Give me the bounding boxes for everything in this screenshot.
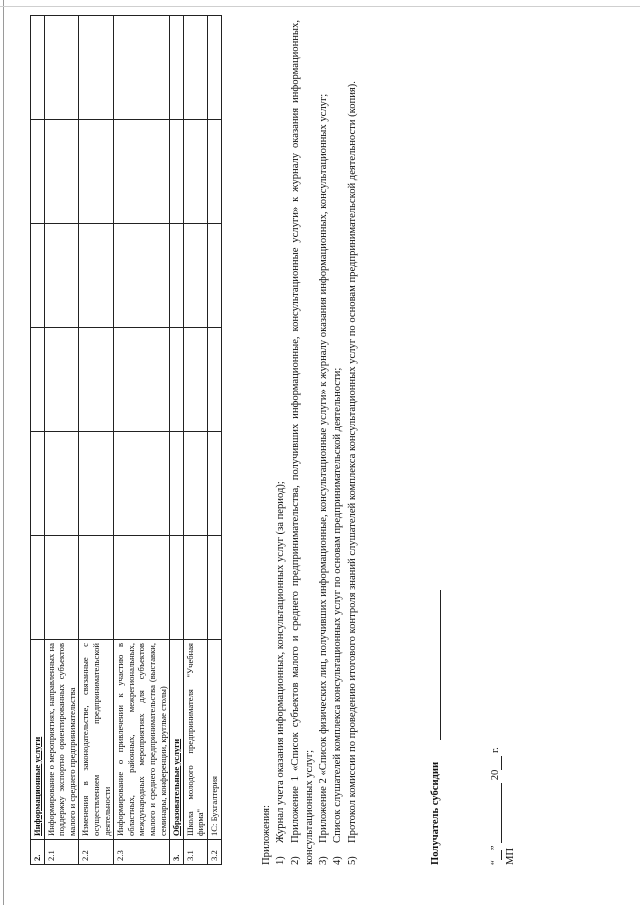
row-number: 2.3 bbox=[114, 840, 170, 865]
empty-cell bbox=[170, 328, 184, 432]
appendix-item-5: 5)Протокол комиссии по проведению итогового контроля знаний слушателей комплекса консультационных услуг по основам предпринимательской деятельности (копия). bbox=[346, 81, 358, 865]
empty-cell bbox=[44, 224, 79, 328]
empty-cell bbox=[207, 328, 221, 432]
empty-cell bbox=[31, 224, 45, 328]
service-name: 1С: Бухгалтерия bbox=[207, 640, 221, 840]
stamp-label: МП bbox=[505, 847, 516, 865]
table-row bbox=[207, 16, 221, 865]
table-section-row bbox=[31, 16, 45, 865]
services-table bbox=[30, 15, 222, 865]
date-line: “ ” 20 г. bbox=[490, 747, 501, 865]
empty-cell bbox=[79, 120, 114, 224]
empty-cell bbox=[114, 328, 170, 432]
empty-cell bbox=[114, 536, 170, 640]
row-number: 2.2 bbox=[79, 840, 114, 865]
table-row bbox=[114, 16, 170, 865]
empty-cell bbox=[79, 536, 114, 640]
row-number: 3.1 bbox=[183, 840, 207, 865]
row-number: 3. bbox=[170, 840, 184, 865]
empty-cell bbox=[44, 16, 79, 120]
empty-cell bbox=[114, 224, 170, 328]
empty-cell bbox=[44, 120, 79, 224]
recipient-label: Получатель субсидии bbox=[430, 761, 441, 865]
empty-cell bbox=[114, 432, 170, 536]
service-name: Информирование о привлечении к участию в областных, районных, межрегиональных, международных мероприятиях для субъектов малого и среднего предпринимательства (выставки, семинары, конференции, круглые столы) bbox=[114, 640, 170, 840]
empty-cell bbox=[183, 224, 207, 328]
appendices-section bbox=[260, 20, 360, 865]
empty-cell bbox=[207, 120, 221, 224]
service-name: Изменения в законодательстве, связанные с осуществлением предпринимательской деятельности bbox=[79, 640, 114, 840]
empty-cell bbox=[44, 328, 79, 432]
empty-cell bbox=[114, 120, 170, 224]
appendix-item-4: 4)Список слушателей комплекса консультационных услуг по основам предпринимательской деятельности; bbox=[332, 367, 344, 865]
empty-cell bbox=[31, 328, 45, 432]
empty-cell bbox=[114, 16, 170, 120]
empty-cell bbox=[31, 120, 45, 224]
empty-cell bbox=[170, 16, 184, 120]
empty-cell bbox=[207, 536, 221, 640]
signature-line bbox=[440, 590, 441, 740]
empty-cell bbox=[79, 328, 114, 432]
empty-cell bbox=[170, 536, 184, 640]
service-name: Школа молодого предпринимателя "Учебная фирма" bbox=[183, 640, 207, 840]
table-section-row bbox=[170, 16, 184, 865]
empty-cell bbox=[183, 120, 207, 224]
row-number: 2.1 bbox=[44, 840, 79, 865]
empty-cell bbox=[79, 224, 114, 328]
empty-cell bbox=[31, 16, 45, 120]
empty-cell bbox=[79, 16, 114, 120]
appendix-item-2: 2)Приложение 1 «Список субъектов малого и среднего предпринимательства, получивших информационные, консультационные услуги» к журналу оказания информационных, консультационных услуг; bbox=[289, 20, 315, 865]
appendix-item-1: 1)Журнал учета оказания информационных, консультационных услуг (за период); bbox=[275, 481, 287, 865]
empty-cell bbox=[207, 432, 221, 536]
empty-cell bbox=[183, 328, 207, 432]
empty-cell bbox=[183, 16, 207, 120]
service-name: Информирование о мероприятиях, направленных на поддержку экспортно ориентированных субъектов малого и среднего предпринимательства bbox=[44, 640, 79, 840]
table-row bbox=[183, 16, 207, 865]
top-frame-line bbox=[3, 0, 4, 905]
table-row bbox=[44, 16, 79, 865]
right-frame-line bbox=[0, 6, 640, 7]
empty-cell bbox=[31, 536, 45, 640]
empty-cell bbox=[207, 16, 221, 120]
row-number: 2. bbox=[31, 840, 45, 865]
empty-cell bbox=[44, 536, 79, 640]
appendix-item-3: 3)Приложение 2 «Список физических лиц, получивших информационные, консультационные услуги» к журналу оказания информационных, консультационных услуг; bbox=[318, 93, 330, 865]
empty-cell bbox=[170, 224, 184, 328]
appendices-heading: Приложения: bbox=[261, 805, 272, 865]
section-title: Образовательные услуги bbox=[170, 640, 184, 840]
table-row bbox=[79, 16, 114, 865]
empty-cell bbox=[79, 432, 114, 536]
empty-cell bbox=[44, 432, 79, 536]
empty-cell bbox=[31, 432, 45, 536]
row-number: 3.2 bbox=[207, 840, 221, 865]
empty-cell bbox=[183, 432, 207, 536]
empty-cell bbox=[207, 224, 221, 328]
empty-cell bbox=[170, 120, 184, 224]
section-title: Информационные услуги bbox=[31, 640, 45, 840]
empty-cell bbox=[183, 536, 207, 640]
empty-cell bbox=[170, 432, 184, 536]
